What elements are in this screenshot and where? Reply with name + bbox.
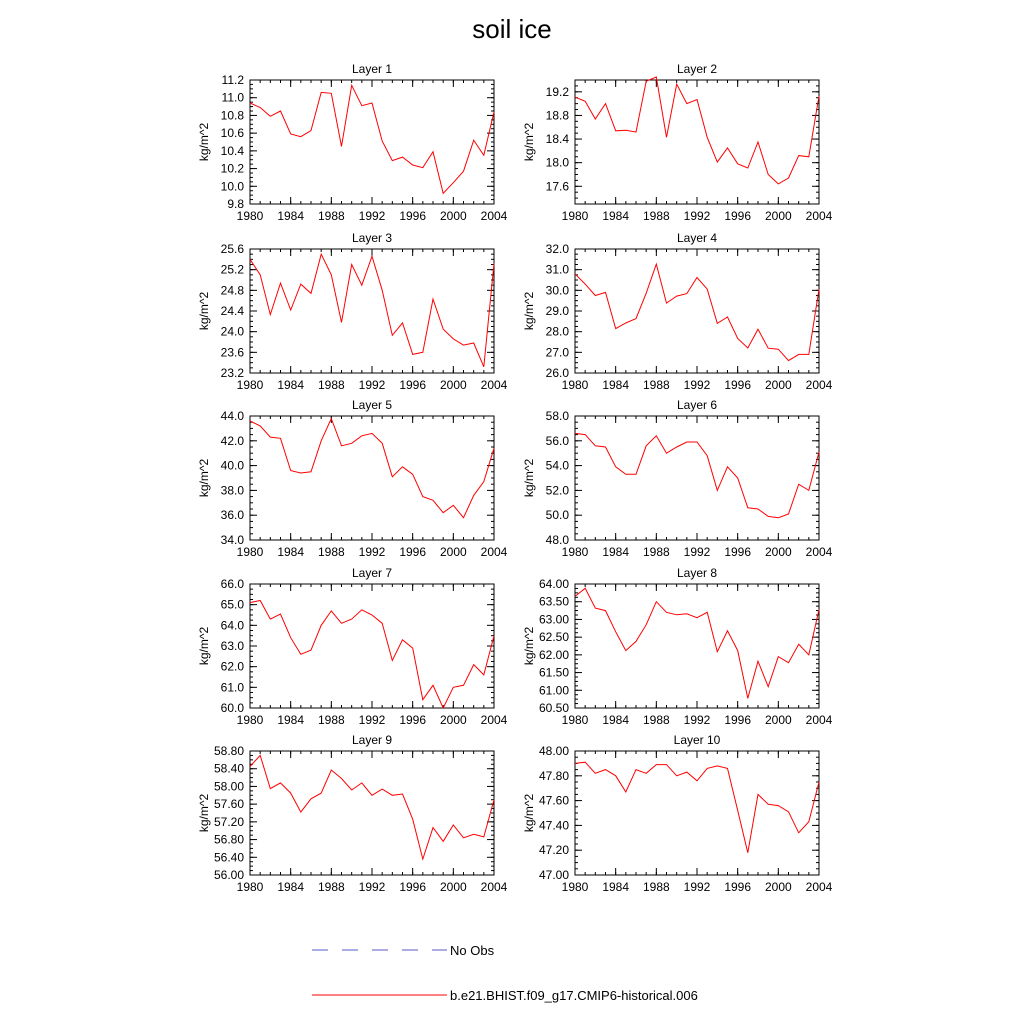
panel-title: Layer 4	[676, 231, 718, 245]
series-line-model	[250, 755, 494, 859]
x-tick-label: 2000	[764, 209, 792, 223]
y-tick-label: 57.60	[213, 797, 244, 812]
series-line-model	[575, 588, 819, 698]
y-tick-label: 38.0	[220, 483, 244, 498]
y-tick-label: 31.0	[545, 262, 569, 277]
y-tick-label: 10.4	[220, 143, 244, 158]
x-tick-label: 2004	[480, 378, 508, 392]
x-tick-label: 2000	[764, 713, 792, 727]
x-tick-label: 2004	[480, 209, 508, 223]
y-tick-label: 66.0	[220, 577, 244, 591]
y-tick-label: 24.8	[220, 283, 244, 298]
y-tick-label: 61.50	[538, 665, 569, 680]
x-tick-label: 1980	[236, 545, 264, 559]
y-tick-label: 26.0	[545, 366, 569, 380]
x-tick-label: 2000	[764, 545, 792, 559]
y-tick-label: 25.2	[220, 262, 244, 277]
x-tick-label: 2004	[805, 209, 833, 223]
y-tick-label: 44.0	[220, 409, 244, 423]
y-tick-label: 50.0	[545, 508, 569, 523]
x-tick-label: 2000	[439, 209, 467, 223]
y-tick-label: 65.0	[220, 597, 244, 612]
panel-title: Layer 7	[351, 566, 393, 580]
x-tick-label: 2004	[480, 880, 508, 894]
x-tick-label: 1980	[561, 880, 589, 894]
x-tick-label: 1988	[317, 545, 345, 559]
panel-layer-5	[197, 398, 508, 559]
series-line-model	[575, 433, 819, 517]
y-tick-label: 64.0	[220, 618, 244, 633]
y-tick-label: 56.00	[213, 868, 244, 882]
y-tick-label: 10.0	[220, 179, 244, 194]
y-tick-label: 10.8	[220, 108, 244, 123]
x-tick-label: 1988	[642, 713, 670, 727]
y-tick-label: 62.00	[538, 647, 569, 662]
y-tick-label: 56.80	[213, 832, 244, 847]
x-tick-label: 1984	[277, 713, 305, 727]
x-tick-label: 1980	[236, 713, 264, 727]
x-tick-label: 1996	[724, 209, 752, 223]
panel-title: Layer 5	[351, 398, 393, 412]
x-tick-label: 1980	[236, 209, 264, 223]
y-tick-label: 28.0	[545, 324, 569, 339]
series-line-model	[250, 85, 494, 193]
y-tick-label: 63.0	[220, 639, 244, 653]
y-tick-label: 58.40	[213, 761, 244, 776]
y-axis-label: kg/m^2	[197, 626, 211, 666]
x-tick-label: 1980	[561, 713, 589, 727]
series-line-model	[575, 264, 819, 361]
y-tick-label: 18.0	[545, 155, 569, 170]
y-axis-label: kg/m^2	[522, 626, 536, 666]
y-tick-label: 27.0	[545, 345, 569, 360]
plot-frame	[250, 751, 494, 875]
y-axis-label: kg/m^2	[522, 458, 536, 498]
panel-layer-7	[197, 566, 508, 727]
x-tick-label: 1996	[724, 713, 752, 727]
panel-layer-8	[522, 566, 833, 727]
x-tick-label: 1980	[561, 378, 589, 392]
y-tick-label: 62.0	[220, 659, 244, 674]
y-tick-label: 36.0	[220, 508, 244, 523]
y-tick-label: 58.0	[545, 409, 569, 423]
x-tick-label: 1992	[358, 378, 386, 392]
x-tick-label: 1992	[683, 545, 711, 559]
x-tick-label: 1988	[317, 378, 345, 392]
x-tick-label: 1992	[683, 880, 711, 894]
x-tick-label: 2000	[764, 378, 792, 392]
x-tick-label: 1992	[358, 713, 386, 727]
plot-frame	[250, 584, 494, 708]
x-tick-label: 1996	[399, 209, 427, 223]
y-axis-label: kg/m^2	[522, 291, 536, 331]
panel-layer-3	[197, 231, 508, 392]
legend-no-obs-label: No Obs	[450, 943, 495, 958]
y-tick-label: 10.6	[220, 126, 244, 141]
y-tick-label: 9.8	[227, 197, 244, 211]
x-tick-label: 1996	[724, 545, 752, 559]
plot-frame	[575, 80, 819, 204]
y-tick-label: 48.00	[538, 744, 569, 758]
plot-frame	[575, 416, 819, 540]
y-axis-label: kg/m^2	[197, 793, 211, 833]
y-axis-label: kg/m^2	[522, 793, 536, 833]
series-line-model	[250, 419, 494, 518]
x-tick-label: 1984	[602, 713, 630, 727]
x-tick-label: 1988	[642, 880, 670, 894]
x-tick-label: 1980	[561, 545, 589, 559]
legend	[312, 943, 698, 1003]
panel-title: Layer 6	[676, 398, 718, 412]
y-tick-label: 30.0	[545, 283, 569, 298]
x-tick-label: 1984	[277, 880, 305, 894]
y-tick-label: 56.40	[213, 850, 244, 865]
y-tick-label: 19.2	[545, 84, 569, 99]
x-tick-label: 2000	[439, 713, 467, 727]
x-tick-label: 1984	[602, 209, 630, 223]
y-axis-label: kg/m^2	[197, 458, 211, 498]
series-line-model	[575, 762, 819, 853]
x-tick-label: 1984	[602, 880, 630, 894]
y-tick-label: 61.0	[220, 680, 244, 695]
x-tick-label: 1992	[358, 545, 386, 559]
plot-frame	[250, 80, 494, 204]
plot-frame	[575, 751, 819, 875]
y-tick-label: 62.50	[538, 630, 569, 645]
x-tick-label: 2000	[439, 378, 467, 392]
y-tick-label: 11.0	[221, 90, 244, 105]
x-tick-label: 2000	[764, 880, 792, 894]
y-tick-label: 17.6	[545, 179, 569, 194]
x-tick-label: 2004	[805, 713, 833, 727]
y-tick-label: 24.0	[220, 324, 244, 339]
x-tick-label: 2004	[480, 545, 508, 559]
panel-layer-1	[197, 62, 508, 223]
y-tick-label: 32.0	[545, 242, 569, 256]
y-tick-label: 56.0	[545, 433, 569, 448]
y-tick-label: 47.20	[538, 843, 569, 858]
y-tick-label: 18.4	[545, 132, 569, 147]
y-tick-label: 29.0	[545, 304, 569, 318]
x-tick-label: 2000	[439, 545, 467, 559]
x-tick-label: 1992	[358, 880, 386, 894]
y-tick-label: 58.00	[213, 779, 244, 794]
x-tick-label: 1984	[602, 545, 630, 559]
x-tick-label: 1984	[277, 209, 305, 223]
y-tick-label: 57.20	[213, 814, 244, 829]
x-tick-label: 2004	[805, 880, 833, 894]
panel-title: Layer 9	[351, 733, 393, 747]
y-axis-label: kg/m^2	[522, 122, 536, 162]
panel-title: Layer 3	[351, 231, 393, 245]
plot-frame	[250, 249, 494, 373]
x-tick-label: 1996	[399, 545, 427, 559]
y-tick-label: 24.4	[220, 304, 244, 318]
series-line-model	[250, 601, 494, 709]
panel-title: Layer 2	[676, 62, 718, 76]
x-tick-label: 1992	[358, 209, 386, 223]
series-line-model	[575, 77, 819, 184]
x-tick-label: 2004	[805, 378, 833, 392]
y-tick-label: 25.6	[220, 242, 244, 256]
plot-frame	[575, 584, 819, 708]
y-tick-label: 47.80	[538, 768, 569, 783]
y-tick-label: 34.0	[220, 533, 244, 547]
y-tick-label: 40.0	[220, 458, 244, 473]
x-tick-label: 1996	[399, 713, 427, 727]
x-tick-label: 2004	[480, 713, 508, 727]
y-tick-label: 63.50	[538, 594, 569, 609]
panel-title: Layer 8	[676, 566, 718, 580]
x-tick-label: 1996	[724, 880, 752, 894]
y-tick-label: 63.00	[538, 612, 569, 627]
y-tick-label: 60.0	[220, 701, 244, 715]
x-tick-label: 1996	[724, 378, 752, 392]
y-tick-label: 60.50	[538, 701, 569, 715]
y-tick-label: 10.2	[220, 161, 244, 176]
panel-title: Layer 1	[351, 62, 393, 76]
x-tick-label: 1980	[236, 378, 264, 392]
y-tick-label: 42.0	[220, 433, 244, 448]
panel-layer-9	[197, 733, 508, 894]
y-tick-label: 48.0	[545, 533, 569, 547]
x-tick-label: 1992	[683, 209, 711, 223]
y-tick-label: 47.40	[538, 818, 569, 833]
x-tick-label: 1988	[642, 545, 670, 559]
x-tick-label: 1984	[277, 378, 305, 392]
y-tick-label: 52.0	[545, 483, 569, 498]
x-tick-label: 1992	[683, 713, 711, 727]
y-tick-label: 58.80	[213, 744, 244, 758]
x-tick-label: 1988	[642, 378, 670, 392]
y-tick-label: 64.00	[538, 577, 569, 591]
x-tick-label: 1988	[317, 713, 345, 727]
panel-layer-2	[522, 62, 833, 223]
x-tick-label: 1980	[236, 880, 264, 894]
y-tick-label: 23.2	[220, 366, 244, 380]
y-tick-label: 18.8	[545, 108, 569, 123]
x-tick-label: 1996	[399, 378, 427, 392]
y-axis-label: kg/m^2	[197, 122, 211, 162]
x-tick-label: 1992	[683, 378, 711, 392]
x-tick-label: 1984	[277, 545, 305, 559]
y-tick-label: 47.60	[538, 793, 569, 808]
x-tick-label: 1984	[602, 378, 630, 392]
y-tick-label: 61.00	[538, 683, 569, 698]
y-tick-label: 11.2	[221, 73, 244, 87]
chart-title: soil ice	[472, 14, 552, 44]
panels-group	[197, 62, 833, 894]
y-tick-label: 54.0	[545, 458, 569, 473]
x-tick-label: 2004	[805, 545, 833, 559]
y-axis-label: kg/m^2	[197, 291, 211, 331]
plot-frame	[250, 416, 494, 540]
y-tick-label: 23.6	[220, 345, 244, 360]
x-tick-label: 1996	[399, 880, 427, 894]
y-tick-label: 47.00	[538, 868, 569, 882]
x-tick-label: 1988	[317, 209, 345, 223]
x-tick-label: 1988	[317, 880, 345, 894]
x-tick-label: 1980	[561, 209, 589, 223]
panel-layer-4	[522, 231, 833, 392]
series-line-model	[250, 254, 494, 367]
x-tick-label: 2000	[439, 880, 467, 894]
panel-layer-10	[522, 733, 833, 894]
panel-title: Layer 10	[673, 733, 721, 747]
legend-model-label: b.e21.BHIST.f09_g17.CMIP6-historical.006	[450, 988, 698, 1003]
x-tick-label: 1988	[642, 209, 670, 223]
panel-layer-6	[522, 398, 833, 559]
